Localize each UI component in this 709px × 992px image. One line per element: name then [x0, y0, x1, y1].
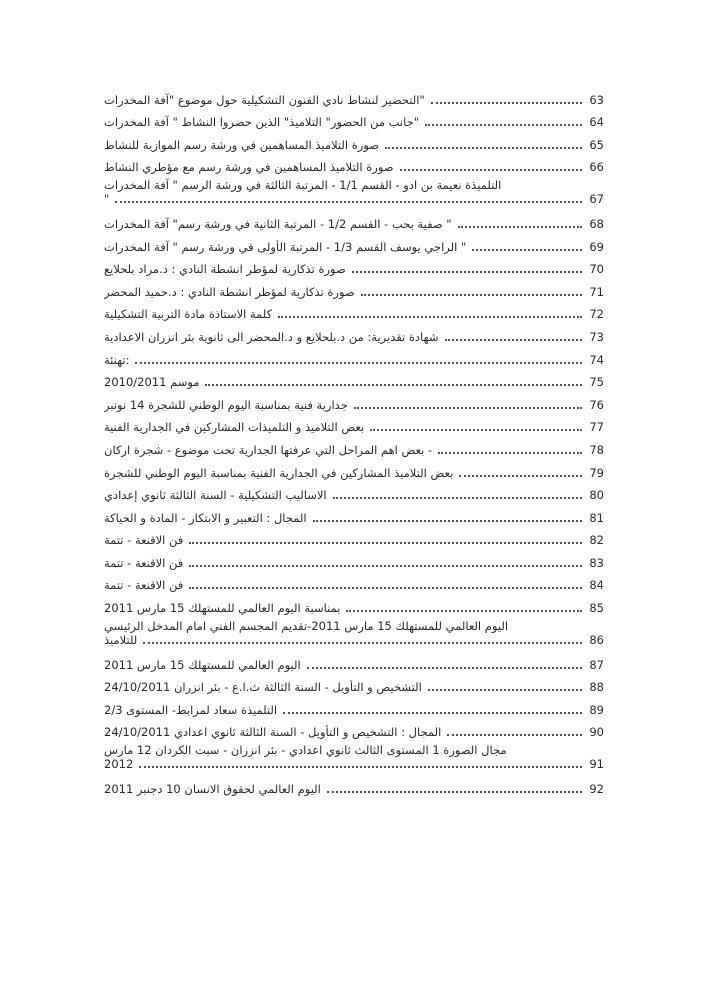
- dot-leader: [361, 294, 582, 296]
- toc-entry: [104, 434, 604, 457]
- toc-entry-page: 90: [589, 725, 604, 740]
- toc-entry-title: فن الاقنعة - تتمة: [104, 533, 184, 548]
- toc-entry-page: 74: [589, 352, 604, 367]
- dot-leader: [352, 271, 582, 273]
- toc-entry-title: فن الاقنعة - تتمة: [104, 555, 184, 570]
- toc-entry-title: الراجي يوسف القسم 1/3 - المرتبة الأولى في ورشة رسم " آفة المخدرات ": [104, 239, 467, 254]
- toc-entry-page: 86: [589, 633, 604, 648]
- dot-leader: [428, 689, 582, 691]
- toc-entry-page: 77: [589, 420, 604, 435]
- toc-entry-title: التلميذة سعاد لمرابط- المستوى 2/3: [104, 702, 278, 717]
- toc-entry: [104, 107, 604, 130]
- toc-entry: [104, 84, 604, 107]
- dot-leader: [370, 429, 582, 431]
- toc-entry-title: بعض التلاميذ المشاركين في الجدارية الفنية بمناسبة اليوم الوطني للشجرة: [104, 465, 454, 480]
- toc-entry-title: المجال : التشخيص و التأويل - السنة الثالثة ثانوي اعدادي 24/10/2011: [104, 725, 442, 740]
- toc-entry-page: 68: [589, 216, 604, 231]
- dot-leader: [425, 124, 582, 126]
- toc-entry: [104, 367, 604, 390]
- toc-entry-title: تهنئة:: [104, 352, 130, 367]
- dot-leader: [278, 316, 582, 318]
- toc-entry: [104, 231, 604, 254]
- toc-entry-title-continuation: 2012: [104, 757, 134, 772]
- toc-entry: [104, 174, 604, 208]
- toc-entry: [104, 694, 604, 717]
- toc-entry-page: 80: [589, 488, 604, 503]
- toc-entry: [104, 152, 604, 175]
- toc-entry-page: 85: [589, 601, 604, 616]
- toc-entry-title: بعض التلاميذ و التلميذات المشاركين في الجدارية الفنية: [104, 420, 365, 435]
- toc-entry-page: 89: [589, 702, 604, 717]
- toc-entry: [104, 276, 604, 299]
- toc-entry-title: صفية بحب - القسم 1/2 - المرتبة الثانية في ورشة رسم" آفة المخدرات ": [104, 216, 452, 231]
- toc-entry: [104, 412, 604, 435]
- toc-entry-title: المجال : التعبير و الابتكار - المادة و الحياكة: [104, 510, 307, 525]
- toc-entry-title: التلميذة نعيمة بن ادو - القسم 1/1 - المرتبة الثالثة في ورشة الرسم " آفة المخدرات: [104, 178, 502, 193]
- dot-leader: [205, 384, 582, 386]
- toc-entry-title: صورة تذكارية لمؤطر انشطة النادي : د.مراد بلحلايع: [104, 262, 346, 277]
- dot-leader: [189, 542, 582, 544]
- toc-entry-title: صورة تذكارية لمؤطر انشطة النادي : د.حميد المحضر: [104, 284, 355, 299]
- toc-entry-page: 66: [589, 160, 604, 175]
- toc-entry: [104, 615, 604, 649]
- dot-leader: [459, 475, 582, 477]
- toc-entry-title: مجال الصورة 1 المستوى الثالث ثانوي اعدادي - بئر انزران - سبت الكردان 12 مارس: [104, 743, 507, 758]
- toc-entry-title: الاساليب التشكيلية - السنة الثالثة ثانوي إعدادي: [104, 488, 327, 503]
- toc-entry-page: 64: [589, 115, 604, 130]
- toc-entry-title: صورة التلاميذ المساهمين في ورشة رسم الموازية للنشاط: [104, 137, 380, 152]
- toc-entry-page: 73: [589, 329, 604, 344]
- toc-entry-page: 72: [589, 307, 604, 322]
- toc-entry: [104, 773, 604, 796]
- toc-entry-title-continuation: للتلاميذ: [104, 633, 138, 648]
- toc-entry-page: 69: [589, 239, 604, 254]
- toc-entry: [104, 480, 604, 503]
- toc-entry-page: 63: [589, 92, 604, 107]
- dot-leader: [445, 339, 583, 341]
- dot-leader: [189, 565, 582, 567]
- dot-leader: [313, 520, 582, 522]
- toc-entry-page: 67: [589, 192, 604, 207]
- toc-entry: [104, 570, 604, 593]
- toc-entry-page: 91: [589, 757, 604, 772]
- toc-entry-title: فن الاقنعة - تتمة: [104, 578, 184, 593]
- toc-entry-title: اليوم العالمي للمستهلك 15 مارس 2011-تقديم المجسم الفني امام المدخل الرئيسي: [104, 619, 509, 634]
- toc-entry-title: جدارية فنية بمناسبة اليوم الوطني للشجرة 14 نونبر: [104, 397, 348, 412]
- toc-entry-page: 82: [589, 533, 604, 548]
- toc-entry: [104, 547, 604, 570]
- dot-leader: [333, 497, 582, 499]
- dot-leader: [189, 587, 582, 589]
- toc-entry: [104, 649, 604, 672]
- toc-entry-page: 75: [589, 375, 604, 390]
- toc-entry-title: كلمة الاستاذة مادة التربية التشكيلية: [104, 307, 273, 322]
- dot-leader: [354, 407, 582, 409]
- dot-leader: [327, 791, 582, 793]
- toc-entry-page: 84: [589, 578, 604, 593]
- dot-leader: [283, 712, 582, 714]
- toc-entry-title: شهادة تقديرية: من د.بلحلايع و د.المحضر الى ثانوية بئر انزران الاعدادية: [104, 329, 439, 344]
- toc-entry-page: 79: [589, 465, 604, 480]
- toc-entry-page: 92: [589, 782, 604, 797]
- toc-entry: [104, 525, 604, 548]
- dot-leader: [307, 667, 582, 669]
- dot-leader: [431, 102, 582, 104]
- toc-entry: [104, 299, 604, 322]
- toc-entry-page: 76: [589, 397, 604, 412]
- dot-leader: [115, 201, 582, 203]
- toc-entry-page: 70: [589, 262, 604, 277]
- toc-entry: [104, 457, 604, 480]
- toc-entry-page: 71: [589, 284, 604, 299]
- toc-entry-title: موسم 2010/2011: [104, 375, 200, 390]
- dot-leader: [143, 642, 582, 644]
- toc-entry: [104, 502, 604, 525]
- toc-entry-page: 88: [589, 680, 604, 695]
- toc-entry-page: 81: [589, 510, 604, 525]
- dot-leader: [458, 226, 582, 228]
- toc-entry-title: جانب من الحضور" التلاميذ" الذين حضروا النشاط " آفة المخدرات": [104, 115, 420, 130]
- toc-entry: [104, 717, 604, 740]
- toc-entry-title: بعض اهم المراحل التي عرفتها الجدارية تحت موضوع - شجرة اركان -: [104, 442, 433, 457]
- toc-entry: [104, 321, 604, 344]
- toc-entry: [104, 254, 604, 277]
- toc-entry-title: التشخيص و التأويل - السنة الثالثة ث.ا.ع - بئر انزران 24/10/2011: [104, 680, 422, 695]
- toc-entry: [104, 208, 604, 231]
- toc-entry-title: اليوم العالمي لحقوق الانسان 10 دجنبر 2011: [104, 782, 321, 797]
- toc-entry-title: صورة التلاميذ المساهمين في ورشة رسم مع مؤطري النشاط: [104, 160, 394, 175]
- toc-entry: [104, 389, 604, 412]
- toc-entry: [104, 344, 604, 367]
- table-of-contents: [104, 84, 604, 796]
- toc-entry-title-continuation: ": [104, 192, 110, 207]
- dot-leader: [472, 249, 582, 251]
- toc-entry-page: 83: [589, 555, 604, 570]
- toc-entry-title: التحضير لنشاط نادي الفنون التشكيلية حول موضوع "آفة المخدرات": [104, 92, 425, 107]
- dot-leader: [447, 734, 582, 736]
- toc-entry: [104, 739, 604, 773]
- toc-entry-page: 78: [589, 442, 604, 457]
- dot-leader: [139, 766, 582, 768]
- toc-entry-page: 87: [589, 657, 604, 672]
- dot-leader: [346, 610, 582, 612]
- toc-entry: [104, 592, 604, 615]
- toc-entry-title: اليوم العالمي للمستهلك 15 مارس 2011: [104, 657, 301, 672]
- dot-leader: [400, 169, 582, 171]
- dot-leader: [135, 362, 582, 364]
- dot-leader: [385, 147, 582, 149]
- toc-entry-title: بمناسبة اليوم العالمي للمستهلك 15 مارس 2011: [104, 601, 341, 616]
- toc-entry: [104, 672, 604, 695]
- dot-leader: [438, 452, 582, 454]
- toc-entry: [104, 129, 604, 152]
- toc-entry-page: 65: [589, 137, 604, 152]
